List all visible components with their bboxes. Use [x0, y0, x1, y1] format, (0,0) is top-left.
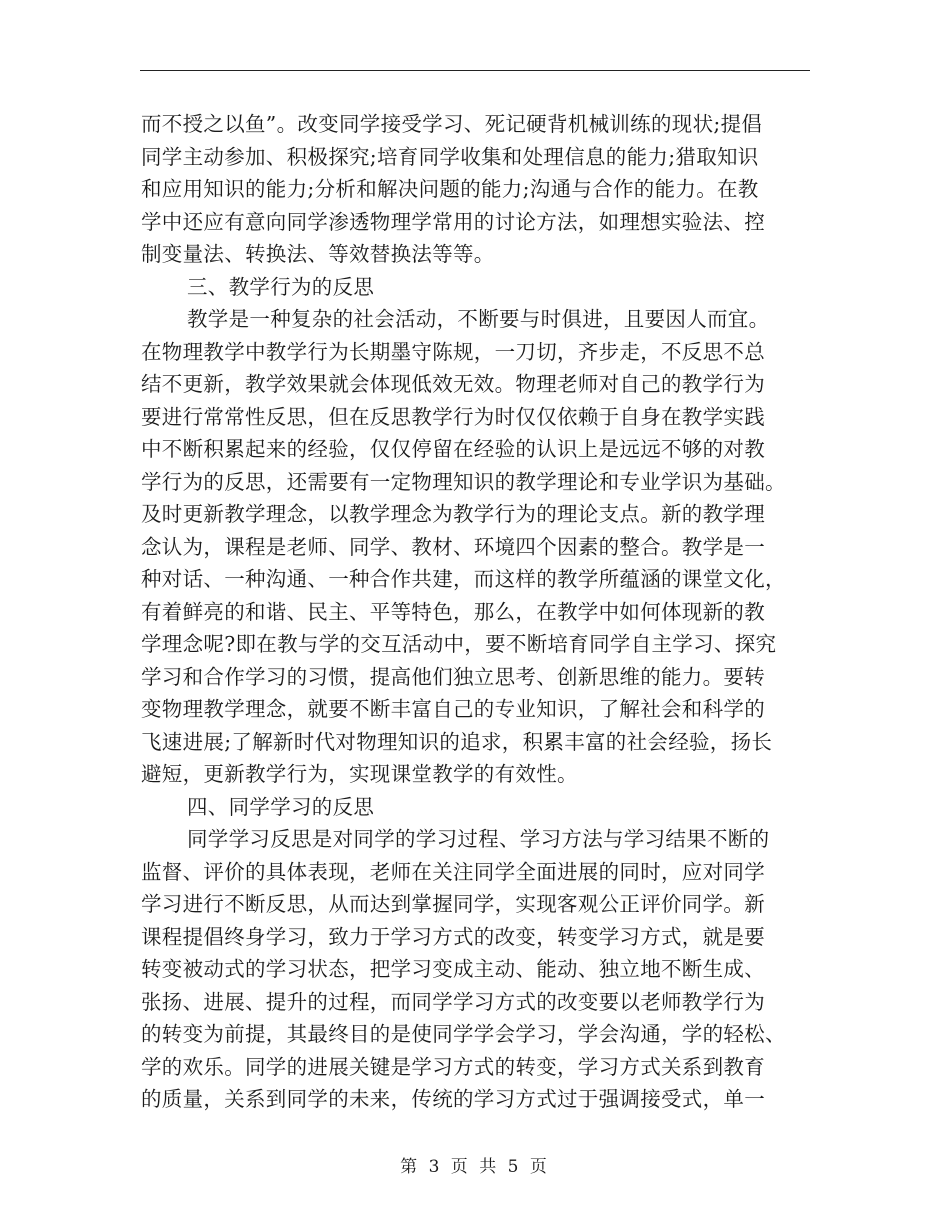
- body-line: 监督、评价的具体表现，老师在关注同学全面进展的同时，应对同学: [141, 859, 765, 884]
- body-line: 在物理教学中教学行为长期墨守陈规，一刀切，齐步走，不反思不总: [141, 339, 765, 364]
- body-line: 及时更新教学理念，以教学理念为教学行为的理论支点。新的教学理: [141, 502, 765, 526]
- body-line: 同学主动参加、积极探究;培育同学收集和处理信息的能力;猎取知识: [141, 144, 759, 169]
- body-line: 飞速进展;了解新时代对物理知识的追求，积累丰富的社会经验，扬长: [141, 729, 773, 754]
- body-line: 中不断积累起来的经验，仅仅停留在经验的认识上是远远不够的对教: [141, 437, 765, 461]
- body-line: 转变被动式的学习状态，把学习变成主动、能动、独立地不断生成、: [141, 957, 765, 981]
- body-line: 制变量法、转换法、等效替换法等等。: [141, 242, 495, 266]
- body-line: 同学学习反思是对同学的学习过程、学习方法与学习结果不断的: [187, 827, 770, 851]
- body-line: 避短，更新教学行为，实现课堂教学的有效性。: [141, 762, 578, 786]
- body-line: 有着鲜亮的和谐、民主、平等特色，那么，在教学中如何体现新的教: [141, 599, 765, 624]
- body-line: 课程提倡终身学习，致力于学习方式的改变，转变学习方式，就是要: [141, 924, 765, 949]
- body-line: 学习和合作学习的习惯，提高他们独立思考、创新思维的能力。要转: [141, 664, 765, 689]
- body-line: 学的欢乐。同学的进展关键是学习方式的转变，学习方式关系到教育: [141, 1054, 765, 1079]
- body-line: 教学是一种复杂的社会活动，不断要与时俱进，且要因人而宜。: [187, 307, 770, 331]
- section-heading-3: 三、教学行为的反思: [187, 274, 375, 299]
- body-line: 变物理教学理念，就要不断丰富自己的专业知识，了解社会和科学的: [141, 697, 765, 721]
- body-line: 张扬、进展、提升的过程，而同学学习方式的改变要以老师教学行为: [141, 989, 765, 1014]
- body-line: 种对话、一种沟通、一种合作共建，而这样的教学所蕴涵的课堂文化，: [141, 567, 786, 591]
- page-body: [141, 108, 811, 1116]
- body-line: 要进行常常性反思，但在反思教学行为时仅仅依赖于自身在教学实践: [141, 404, 765, 429]
- body-line: 学理念呢?即在教与学的交互活动中，要不断培育同学自主学习、探究: [141, 632, 777, 656]
- body-line: 的转变为前提，其最终目的是使同学学会学习，学会沟通，学的轻松、: [141, 1022, 786, 1046]
- body-line: 和应用知识的能力;分析和解决问题的能力;沟通与合作的能力。在教: [141, 177, 759, 201]
- body-line: 念认为，课程是老师、同学、教材、环境四个因素的整合。教学是一: [141, 534, 765, 559]
- body-line: 学中还应有意向同学渗透物理学常用的讨论方法，如理想实验法、控: [141, 209, 765, 234]
- section-heading-4: 四、同学学习的反思: [187, 794, 375, 819]
- body-line: 学行为的反思，还需要有一定物理知识的教学理论和专业学识为基础。: [141, 469, 786, 494]
- body-line: 学习进行不断反思，从而达到掌握同学，实现客观公正评价同学。新: [141, 892, 765, 916]
- body-line: 的质量，关系到同学的未来，传统的学习方式过于强调接受式，单一: [141, 1087, 765, 1111]
- page-number-footer: 第 3 页 共 5 页: [400, 1157, 550, 1177]
- body-line: 结不更新，教学效果就会体现低效无效。物理老师对自己的教学行为: [141, 372, 765, 396]
- body-line: 而不授之以鱼”。改变同学接受学习、死记硬背机械训练的现状;提倡: [141, 112, 763, 136]
- header-rule: [140, 70, 810, 71]
